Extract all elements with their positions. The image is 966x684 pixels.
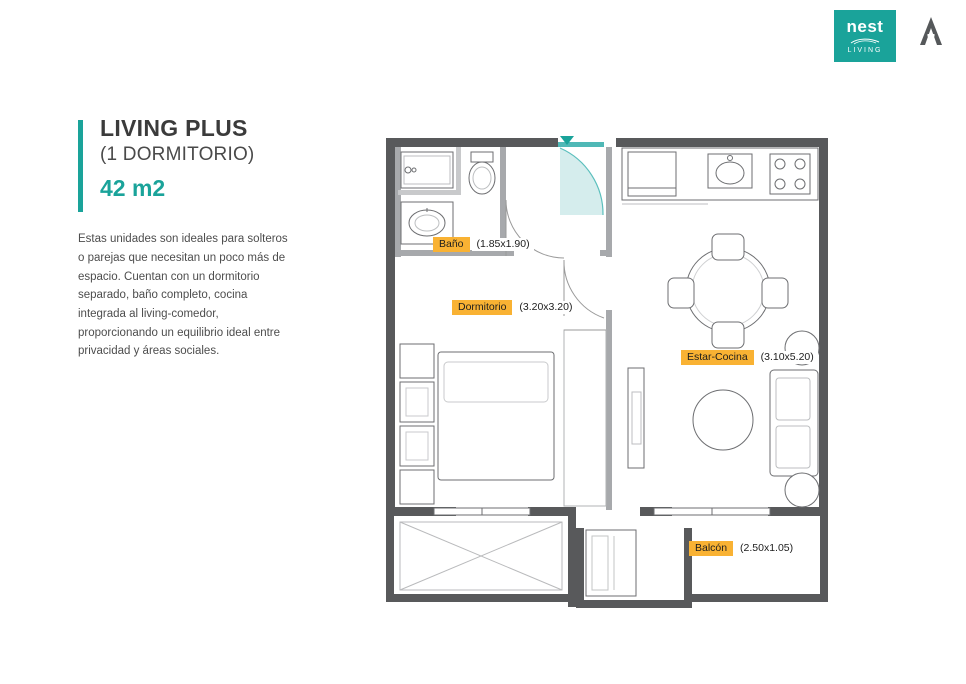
room-name-balcon: Balcón [689,541,733,556]
page-title: LIVING PLUS [100,115,248,141]
accent-bar [78,120,83,212]
area-value: 42 m2 [100,175,166,202]
windows [434,508,770,515]
bathroom-fixtures [401,152,495,244]
kitchen-counter [622,148,818,204]
leaf-swoosh-icon [850,37,880,45]
logo-primary-text: nest [846,17,884,36]
terrace-area [400,522,562,590]
room-dim-bano: (1.85x1.90) [472,238,533,251]
room-tag-dormitorio [452,300,576,315]
room-name-estar-cocina: Estar-Cocina [681,350,754,365]
page-subtitle: (1 DORMITORIO) [100,144,255,166]
room-name-dormitorio: Dormitorio [452,300,512,315]
balcony-unit [586,530,636,596]
room-tag-bano [433,237,534,252]
a-mark-icon [914,14,948,48]
nest-living-logo [834,10,896,62]
dining-set [668,234,788,348]
room-dim-balcon: (2.50x1.05) [736,542,797,555]
entry-door [558,136,604,215]
description-text: Estas unidades son ideales para solteros o parejas que necesitan un poco más de espacio. Cuentan con un dormitorio separado, baño completo, cocina integrada al living-comedor, proporcionando un equilibrio ideal entre privacidad y áreas sociales. [78,233,288,358]
room-tag-balcon [689,541,797,556]
info-panel [78,115,326,361]
room-dim-estar-cocina: (3.10x5.20) [757,351,818,364]
logo-secondary-text: LIVING [847,47,883,54]
room-name-bano: Baño [433,237,470,252]
bedroom-furniture [400,330,606,506]
room-dim-dormitorio: (3.20x3.20) [515,301,576,314]
room-tag-estar-cocina [681,350,818,365]
